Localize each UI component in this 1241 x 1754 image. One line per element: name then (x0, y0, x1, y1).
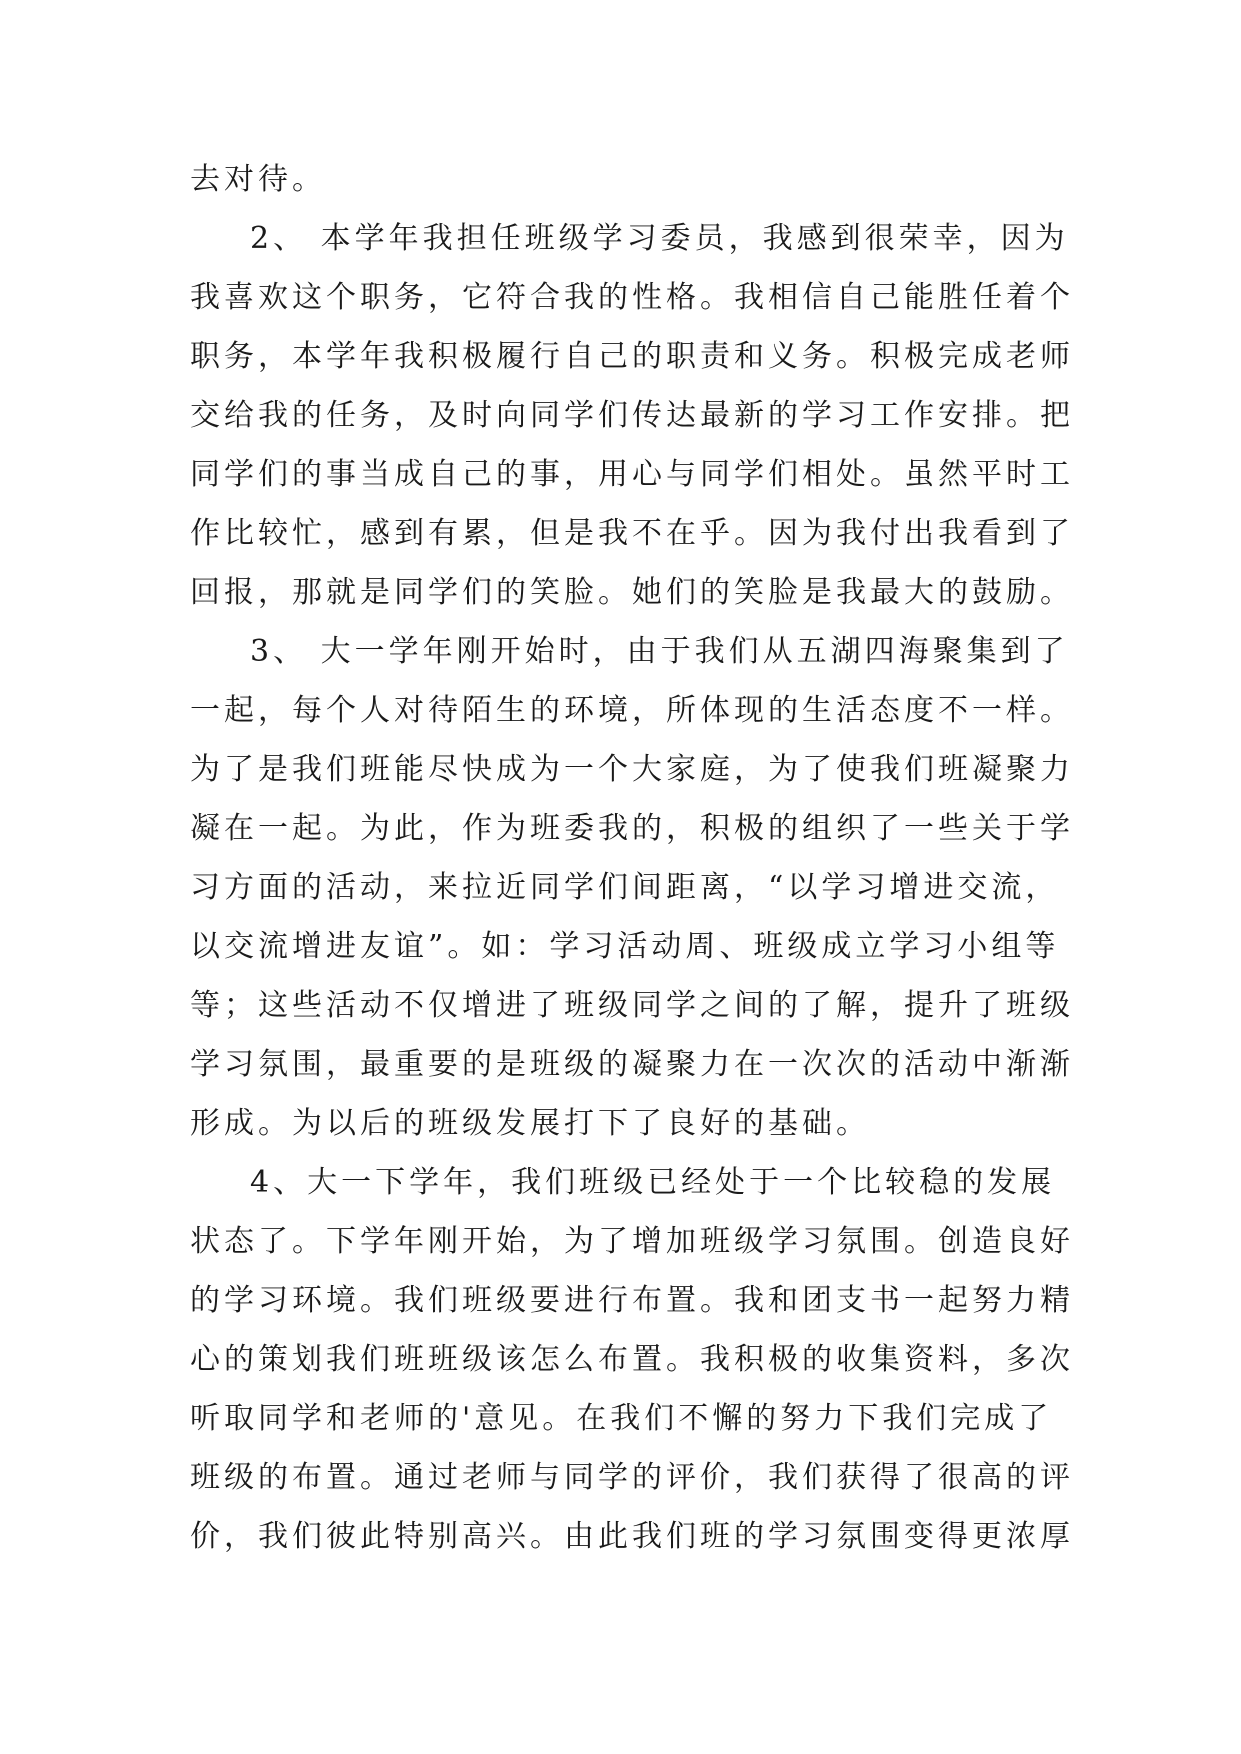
text-line: 心的策划我们班班级该怎么布置。我积极的收集资料，多次 (190, 1342, 1074, 1377)
text-line: 听取同学和老师的'意见。在我们不懈的努力下我们完成了 (190, 1401, 1053, 1436)
paragraph-2-start: 2、 本学年我担任班级学习委员，我感到很荣幸，因为 (250, 221, 1069, 256)
paragraph-3-start: 3、 大一学年刚开始时，由于我们从五湖四海聚集到了 (250, 634, 1069, 669)
text-line: 形成。为以后的班级发展打下了良好的基础。 (190, 1106, 870, 1141)
text-line: 职务，本学年我积极履行自己的职责和义务。积极完成老师 (190, 339, 1074, 374)
text-line: 习方面的活动，来拉近同学们间距离，“以学习增进交流， (190, 870, 1060, 905)
text-line: 一起，每个人对待陌生的环境，所体现的生活态度不一样。 (190, 693, 1074, 728)
text-line: 班级的布置。通过老师与同学的评价，我们获得了很高的评 (190, 1460, 1074, 1495)
text-line: 为了是我们班能尽快成为一个大家庭，为了使我们班凝聚力 (190, 752, 1074, 787)
text-line: 价，我们彼此特别高兴。由此我们班的学习氛围变得更浓厚 (190, 1519, 1074, 1554)
text-line: 凝在一起。为此，作为班委我的，积极的组织了一些关于学 (190, 811, 1074, 846)
text-line: 去对待。 (190, 162, 326, 197)
text-line: 状态了。下学年刚开始，为了增加班级学习氛围。创造良好 (190, 1224, 1074, 1259)
text-line: 等；这些活动不仅增进了班级同学之间的了解，提升了班级 (190, 988, 1074, 1023)
text-line: 的学习环境。我们班级要进行布置。我和团支书一起努力精 (190, 1283, 1074, 1318)
paragraph-4-start: 4、大一下学年，我们班级已经处于一个比较稳的发展 (250, 1165, 1056, 1200)
text-line: 作比较忙，感到有累，但是我不在乎。因为我付出我看到了 (190, 516, 1074, 551)
text-line: 以交流增进友谊”。如：学习活动周、班级成立学习小组等 (190, 929, 1060, 964)
document-body (190, 150, 1074, 1566)
text-line: 交给我的任务，及时向同学们传达最新的学习工作安排。把 (190, 398, 1074, 433)
text-line: 回报，那就是同学们的笑脸。她们的笑脸是我最大的鼓励。 (190, 575, 1074, 610)
text-line: 我喜欢这个职务，它符合我的性格。我相信自己能胜任着个 (190, 280, 1074, 315)
text-line: 学习氛围，最重要的是班级的凝聚力在一次次的活动中渐渐 (190, 1047, 1074, 1082)
text-line: 同学们的事当成自己的事，用心与同学们相处。虽然平时工 (190, 457, 1074, 492)
